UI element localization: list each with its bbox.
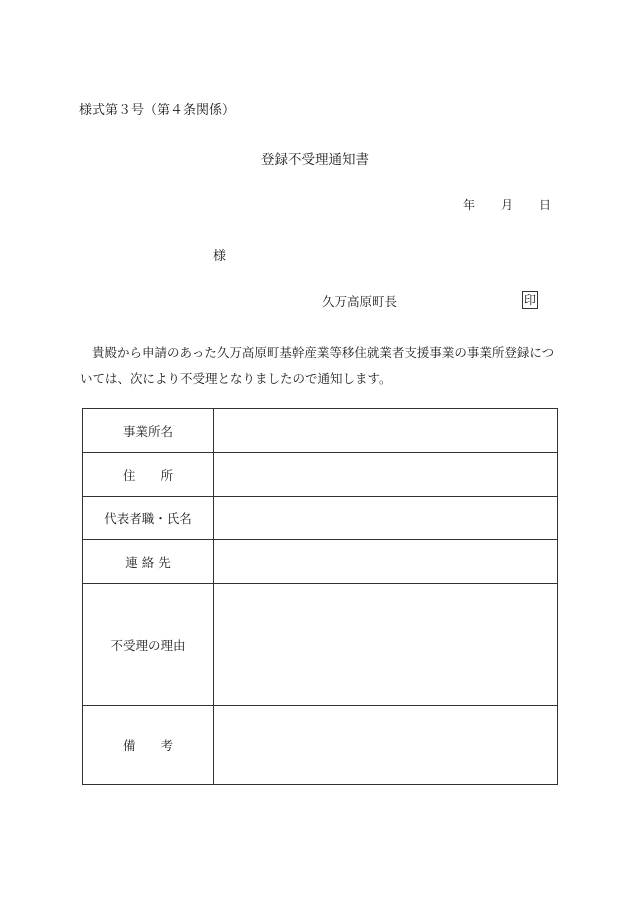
label-address: 住 所 [83,453,214,497]
table-row [83,453,558,497]
value-business-name[interactable] [214,409,558,453]
date-month: 月 [501,198,514,212]
value-address[interactable] [214,453,558,497]
label-contact: 連 絡 先 [83,540,214,584]
label-rejection-reason: 不受理の理由 [83,584,214,706]
document-title: 登録不受理通知書 [261,152,369,168]
table-row [83,706,558,785]
label-business-name: 事業所名 [83,409,214,453]
value-rejection-reason[interactable] [214,584,558,706]
date-year: 年 [463,198,476,212]
value-representative[interactable] [214,497,558,540]
date-line [463,196,551,213]
table-row [83,497,558,540]
registration-table [82,408,558,785]
label-representative: 代表者職・氏名 [83,497,214,540]
seal-mark: 印 [524,293,537,307]
addressee: 様 [213,249,227,264]
form-number: 様式第３号（第４条関係） [79,103,236,118]
label-remarks: 備 考 [83,706,214,785]
value-contact[interactable] [214,540,558,584]
date-day: 日 [539,198,552,212]
issuer-name: 久万高原町長 [322,294,398,309]
table-row [83,584,558,706]
notice-body: 貴殿から申請のあった久万高原町基幹産業等移住就業者支援事業の事業所登録については、次により不受理となりましたので通知します。 [80,345,555,386]
table-row [83,540,558,584]
value-remarks[interactable] [214,706,558,785]
table-row [83,409,558,453]
